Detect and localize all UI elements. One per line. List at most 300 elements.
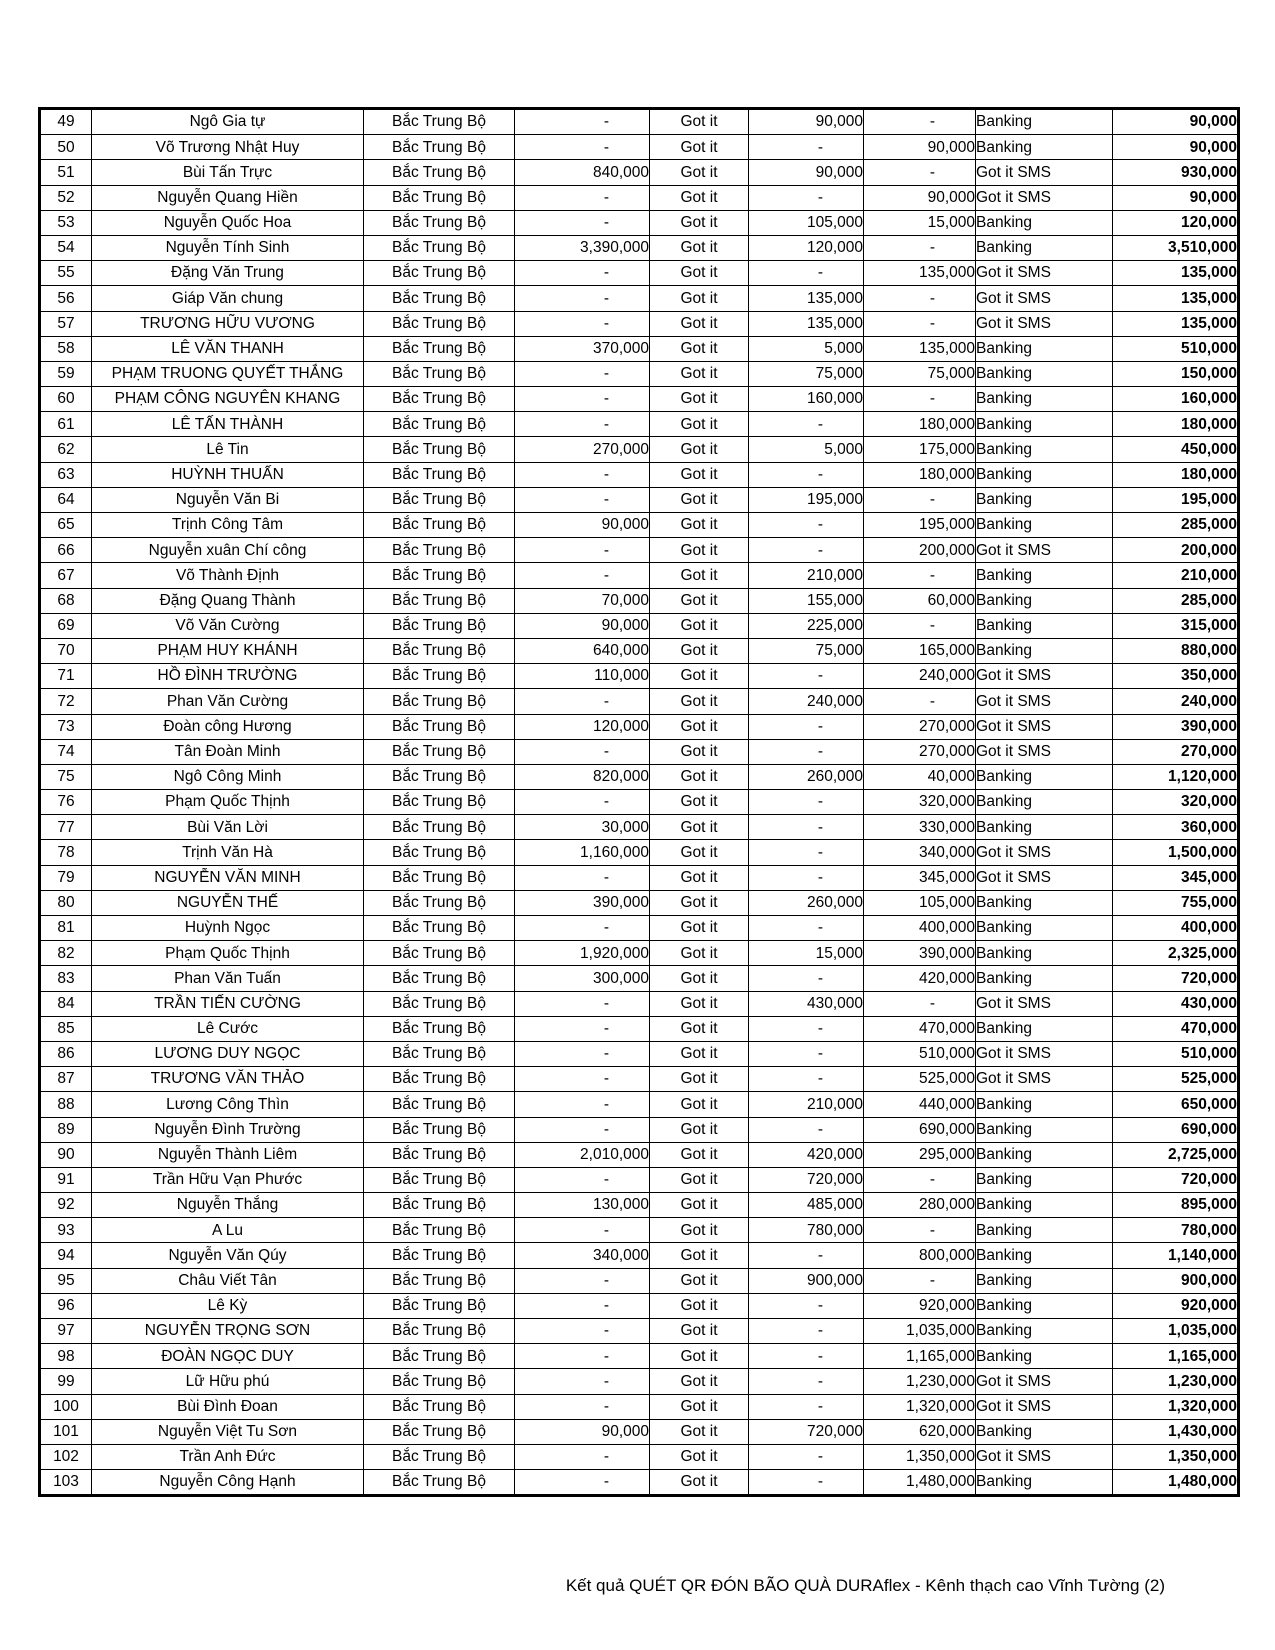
cell-name: Lê Kỳ <box>92 1293 364 1318</box>
cell-total: 135,000 <box>1113 261 1239 286</box>
cell-total: 345,000 <box>1113 865 1239 890</box>
table-row <box>40 1444 1239 1469</box>
cell-status: Got it <box>650 1092 749 1117</box>
cell-qr-amount-1: 2,010,000 <box>515 1142 650 1167</box>
cell-name: Nguyễn Việt Tu Sơn <box>92 1419 364 1444</box>
cell-total: 2,325,000 <box>1113 941 1239 966</box>
cell-qr-amount-1: - <box>515 1092 650 1117</box>
cell-status: Got it <box>650 613 749 638</box>
cell-qr-amount-3: 90,000 <box>864 185 976 210</box>
cell-stt: 102 <box>40 1444 92 1469</box>
cell-region: Bắc Trung Bộ <box>364 916 515 941</box>
cell-total: 895,000 <box>1113 1193 1239 1218</box>
cell-region: Bắc Trung Bộ <box>364 1444 515 1469</box>
cell-status: Got it <box>650 638 749 663</box>
cell-region: Bắc Trung Bộ <box>364 538 515 563</box>
cell-payment-method: Banking <box>976 1167 1113 1192</box>
cell-region: Bắc Trung Bộ <box>364 1016 515 1041</box>
cell-qr-amount-1: 1,920,000 <box>515 941 650 966</box>
table-row <box>40 1369 1239 1394</box>
cell-qr-amount-3: - <box>864 311 976 336</box>
cell-qr-amount-3: 90,000 <box>864 135 976 160</box>
table-row <box>40 1394 1239 1419</box>
cell-total: 210,000 <box>1113 563 1239 588</box>
cell-qr-amount-3: 270,000 <box>864 714 976 739</box>
cell-qr-amount-2: 75,000 <box>749 361 864 386</box>
cell-qr-amount-2: 75,000 <box>749 638 864 663</box>
cell-region: Bắc Trung Bộ <box>364 764 515 789</box>
cell-qr-amount-2: 260,000 <box>749 890 864 915</box>
cell-qr-amount-2: - <box>749 1444 864 1469</box>
cell-stt: 58 <box>40 336 92 361</box>
cell-stt: 90 <box>40 1142 92 1167</box>
cell-payment-method: Banking <box>976 1293 1113 1318</box>
cell-qr-amount-2: 720,000 <box>749 1419 864 1444</box>
cell-qr-amount-2: - <box>749 1344 864 1369</box>
table-row <box>40 1167 1239 1192</box>
cell-stt: 83 <box>40 966 92 991</box>
cell-qr-amount-1: - <box>515 1369 650 1394</box>
cell-region: Bắc Trung Bộ <box>364 109 515 135</box>
table-row <box>40 1193 1239 1218</box>
cell-total: 3,510,000 <box>1113 235 1239 260</box>
cell-qr-amount-2: - <box>749 865 864 890</box>
cell-status: Got it <box>650 135 749 160</box>
cell-qr-amount-2: - <box>749 412 864 437</box>
table-row <box>40 261 1239 286</box>
cell-qr-amount-3: 470,000 <box>864 1016 976 1041</box>
cell-region: Bắc Trung Bộ <box>364 966 515 991</box>
cell-qr-amount-3: 180,000 <box>864 412 976 437</box>
cell-name: Nguyễn Thành Liêm <box>92 1142 364 1167</box>
table-row <box>40 966 1239 991</box>
cell-qr-amount-3: 1,480,000 <box>864 1470 976 1496</box>
cell-qr-amount-2: - <box>749 1369 864 1394</box>
cell-stt: 53 <box>40 210 92 235</box>
cell-name: Phan Văn Tuấn <box>92 966 364 991</box>
cell-payment-method: Banking <box>976 638 1113 663</box>
cell-qr-amount-2: 260,000 <box>749 764 864 789</box>
table-row <box>40 311 1239 336</box>
cell-payment-method: Got it SMS <box>976 538 1113 563</box>
cell-name: LÊ VĂN THANH <box>92 336 364 361</box>
table-row <box>40 1243 1239 1268</box>
cell-qr-amount-1: - <box>515 538 650 563</box>
table-row <box>40 613 1239 638</box>
cell-total: 930,000 <box>1113 160 1239 185</box>
cell-qr-amount-1: 340,000 <box>515 1243 650 1268</box>
cell-payment-method: Got it SMS <box>976 840 1113 865</box>
cell-qr-amount-1: - <box>515 1067 650 1092</box>
cell-qr-amount-2: - <box>749 261 864 286</box>
cell-payment-method: Banking <box>976 437 1113 462</box>
cell-qr-amount-3: 510,000 <box>864 1041 976 1066</box>
cell-name: Nguyễn Đình Trường <box>92 1117 364 1142</box>
cell-payment-method: Banking <box>976 1419 1113 1444</box>
cell-total: 270,000 <box>1113 739 1239 764</box>
cell-stt: 97 <box>40 1319 92 1344</box>
cell-qr-amount-3: 320,000 <box>864 790 976 815</box>
cell-total: 90,000 <box>1113 185 1239 210</box>
cell-region: Bắc Trung Bộ <box>364 790 515 815</box>
cell-stt: 103 <box>40 1470 92 1496</box>
cell-qr-amount-3: 690,000 <box>864 1117 976 1142</box>
cell-region: Bắc Trung Bộ <box>364 714 515 739</box>
cell-status: Got it <box>650 689 749 714</box>
cell-status: Got it <box>650 261 749 286</box>
cell-qr-amount-2: - <box>749 966 864 991</box>
cell-payment-method: Banking <box>976 1142 1113 1167</box>
cell-qr-amount-3: 920,000 <box>864 1293 976 1318</box>
cell-total: 690,000 <box>1113 1117 1239 1142</box>
table-row <box>40 1293 1239 1318</box>
cell-qr-amount-1: 300,000 <box>515 966 650 991</box>
cell-status: Got it <box>650 1167 749 1192</box>
cell-region: Bắc Trung Bộ <box>364 160 515 185</box>
cell-name: LƯƠNG DUY NGỌC <box>92 1041 364 1066</box>
cell-name: Nguyễn Công Hạnh <box>92 1470 364 1496</box>
cell-qr-amount-3: - <box>864 563 976 588</box>
cell-qr-amount-1: 70,000 <box>515 588 650 613</box>
cell-status: Got it <box>650 966 749 991</box>
cell-status: Got it <box>650 538 749 563</box>
cell-payment-method: Got it SMS <box>976 689 1113 714</box>
cell-stt: 89 <box>40 1117 92 1142</box>
cell-status: Got it <box>650 1319 749 1344</box>
table-row <box>40 664 1239 689</box>
cell-payment-method: Banking <box>976 1344 1113 1369</box>
table-row <box>40 286 1239 311</box>
cell-status: Got it <box>650 739 749 764</box>
cell-qr-amount-3: 15,000 <box>864 210 976 235</box>
cell-qr-amount-2: 5,000 <box>749 437 864 462</box>
cell-qr-amount-2: 90,000 <box>749 160 864 185</box>
cell-qr-amount-1: - <box>515 1167 650 1192</box>
cell-status: Got it <box>650 714 749 739</box>
cell-qr-amount-1: 90,000 <box>515 513 650 538</box>
cell-name: PHẠM HUY KHÁNH <box>92 638 364 663</box>
cell-status: Got it <box>650 487 749 512</box>
table-row <box>40 109 1239 135</box>
cell-qr-amount-2: - <box>749 1117 864 1142</box>
cell-region: Bắc Trung Bộ <box>364 336 515 361</box>
cell-qr-amount-3: 240,000 <box>864 664 976 689</box>
cell-stt: 88 <box>40 1092 92 1117</box>
cell-status: Got it <box>650 563 749 588</box>
cell-qr-amount-2: 210,000 <box>749 563 864 588</box>
table-row <box>40 160 1239 185</box>
cell-name: Trần Hữu Vạn Phước <box>92 1167 364 1192</box>
cell-qr-amount-3: 40,000 <box>864 764 976 789</box>
cell-name: Nguyễn Thắng <box>92 1193 364 1218</box>
cell-status: Got it <box>650 1218 749 1243</box>
cell-total: 285,000 <box>1113 588 1239 613</box>
cell-name: TRƯƠNG HỮU VƯƠNG <box>92 311 364 336</box>
cell-region: Bắc Trung Bộ <box>364 1167 515 1192</box>
cell-qr-amount-3: 75,000 <box>864 361 976 386</box>
cell-stt: 82 <box>40 941 92 966</box>
cell-qr-amount-3: 1,230,000 <box>864 1369 976 1394</box>
cell-qr-amount-1: - <box>515 487 650 512</box>
cell-region: Bắc Trung Bộ <box>364 865 515 890</box>
cell-stt: 69 <box>40 613 92 638</box>
table-row <box>40 638 1239 663</box>
cell-qr-amount-3: 400,000 <box>864 916 976 941</box>
cell-qr-amount-3: - <box>864 109 976 135</box>
cell-region: Bắc Trung Bộ <box>364 261 515 286</box>
cell-status: Got it <box>650 1117 749 1142</box>
cell-qr-amount-3: - <box>864 1218 976 1243</box>
cell-qr-amount-1: - <box>515 135 650 160</box>
table-row <box>40 714 1239 739</box>
cell-name: Võ Thành Định <box>92 563 364 588</box>
cell-name: Nguyễn Quốc Hoa <box>92 210 364 235</box>
cell-status: Got it <box>650 1016 749 1041</box>
cell-qr-amount-3: 195,000 <box>864 513 976 538</box>
cell-qr-amount-3: 165,000 <box>864 638 976 663</box>
cell-name: Trần Anh Đức <box>92 1444 364 1469</box>
cell-payment-method: Banking <box>976 1016 1113 1041</box>
cell-total: 180,000 <box>1113 412 1239 437</box>
cell-qr-amount-2: 420,000 <box>749 1142 864 1167</box>
cell-stt: 74 <box>40 739 92 764</box>
cell-qr-amount-3: 1,035,000 <box>864 1319 976 1344</box>
cell-qr-amount-1: - <box>515 462 650 487</box>
cell-qr-amount-2: 900,000 <box>749 1268 864 1293</box>
cell-name: Trịnh Công Tâm <box>92 513 364 538</box>
cell-qr-amount-1: 390,000 <box>515 890 650 915</box>
cell-payment-method: Got it SMS <box>976 160 1113 185</box>
cell-region: Bắc Trung Bộ <box>364 1117 515 1142</box>
cell-region: Bắc Trung Bộ <box>364 840 515 865</box>
cell-region: Bắc Trung Bộ <box>364 1470 515 1496</box>
cell-region: Bắc Trung Bộ <box>364 1293 515 1318</box>
cell-payment-method: Banking <box>976 1268 1113 1293</box>
cell-payment-method: Got it SMS <box>976 1394 1113 1419</box>
cell-status: Got it <box>650 588 749 613</box>
cell-region: Bắc Trung Bộ <box>364 210 515 235</box>
cell-qr-amount-1: 370,000 <box>515 336 650 361</box>
table-row <box>40 1067 1239 1092</box>
table-row <box>40 890 1239 915</box>
cell-name: Đặng Văn Trung <box>92 261 364 286</box>
cell-payment-method: Got it SMS <box>976 1444 1113 1469</box>
cell-stt: 71 <box>40 664 92 689</box>
cell-name: Bùi Tấn Trực <box>92 160 364 185</box>
cell-status: Got it <box>650 1067 749 1092</box>
cell-qr-amount-3: 525,000 <box>864 1067 976 1092</box>
cell-region: Bắc Trung Bộ <box>364 1268 515 1293</box>
cell-stt: 100 <box>40 1394 92 1419</box>
cell-region: Bắc Trung Bộ <box>364 135 515 160</box>
cell-total: 510,000 <box>1113 1041 1239 1066</box>
table-row <box>40 235 1239 260</box>
cell-total: 1,500,000 <box>1113 840 1239 865</box>
cell-name: Võ Trương Nhật Huy <box>92 135 364 160</box>
cell-qr-amount-2: - <box>749 916 864 941</box>
cell-status: Got it <box>650 109 749 135</box>
cell-stt: 49 <box>40 109 92 135</box>
cell-qr-amount-3: - <box>864 487 976 512</box>
cell-region: Bắc Trung Bộ <box>364 563 515 588</box>
cell-total: 430,000 <box>1113 991 1239 1016</box>
cell-qr-amount-2: - <box>749 135 864 160</box>
cell-payment-method: Got it SMS <box>976 286 1113 311</box>
cell-qr-amount-3: 420,000 <box>864 966 976 991</box>
cell-qr-amount-2: 120,000 <box>749 235 864 260</box>
cell-qr-amount-1: - <box>515 1470 650 1496</box>
cell-region: Bắc Trung Bộ <box>364 664 515 689</box>
cell-stt: 62 <box>40 437 92 462</box>
table-row <box>40 1319 1239 1344</box>
cell-qr-amount-2: 225,000 <box>749 613 864 638</box>
cell-region: Bắc Trung Bộ <box>364 1041 515 1066</box>
cell-qr-amount-3: 390,000 <box>864 941 976 966</box>
cell-stt: 101 <box>40 1419 92 1444</box>
table-row <box>40 1142 1239 1167</box>
cell-qr-amount-3: - <box>864 160 976 185</box>
cell-payment-method: Banking <box>976 1243 1113 1268</box>
cell-qr-amount-2: - <box>749 538 864 563</box>
cell-payment-method: Banking <box>976 1092 1113 1117</box>
cell-region: Bắc Trung Bộ <box>364 1319 515 1344</box>
cell-qr-amount-2: 780,000 <box>749 1218 864 1243</box>
cell-status: Got it <box>650 815 749 840</box>
cell-qr-amount-1: 1,160,000 <box>515 840 650 865</box>
table-row <box>40 1268 1239 1293</box>
cell-status: Got it <box>650 387 749 412</box>
cell-payment-method: Banking <box>976 109 1113 135</box>
cell-status: Got it <box>650 1243 749 1268</box>
cell-payment-method: Banking <box>976 412 1113 437</box>
cell-total: 470,000 <box>1113 1016 1239 1041</box>
cell-status: Got it <box>650 336 749 361</box>
cell-status: Got it <box>650 1193 749 1218</box>
cell-stt: 73 <box>40 714 92 739</box>
cell-region: Bắc Trung Bộ <box>364 739 515 764</box>
cell-qr-amount-3: 135,000 <box>864 261 976 286</box>
cell-stt: 94 <box>40 1243 92 1268</box>
cell-payment-method: Got it SMS <box>976 865 1113 890</box>
cell-qr-amount-2: 15,000 <box>749 941 864 966</box>
cell-total: 150,000 <box>1113 361 1239 386</box>
cell-status: Got it <box>650 1470 749 1496</box>
cell-qr-amount-2: 155,000 <box>749 588 864 613</box>
cell-qr-amount-2: - <box>749 1243 864 1268</box>
cell-qr-amount-1: - <box>515 790 650 815</box>
cell-status: Got it <box>650 1041 749 1066</box>
cell-qr-amount-2: 5,000 <box>749 336 864 361</box>
cell-stt: 52 <box>40 185 92 210</box>
cell-name: Phạm Quốc Thịnh <box>92 790 364 815</box>
cell-payment-method: Banking <box>976 1117 1113 1142</box>
cell-region: Bắc Trung Bộ <box>364 1394 515 1419</box>
cell-qr-amount-1: - <box>515 361 650 386</box>
cell-name: TRẦN TIẾN CƯỜNG <box>92 991 364 1016</box>
cell-region: Bắc Trung Bộ <box>364 1067 515 1092</box>
cell-region: Bắc Trung Bộ <box>364 361 515 386</box>
cell-total: 1,430,000 <box>1113 1419 1239 1444</box>
cell-region: Bắc Trung Bộ <box>364 487 515 512</box>
cell-stt: 63 <box>40 462 92 487</box>
cell-stt: 66 <box>40 538 92 563</box>
cell-qr-amount-1: - <box>515 210 650 235</box>
cell-payment-method: Banking <box>976 336 1113 361</box>
table-row <box>40 387 1239 412</box>
cell-qr-amount-3: - <box>864 235 976 260</box>
cell-status: Got it <box>650 941 749 966</box>
cell-name: Võ Văn Cường <box>92 613 364 638</box>
cell-region: Bắc Trung Bộ <box>364 941 515 966</box>
cell-total: 120,000 <box>1113 210 1239 235</box>
cell-payment-method: Got it SMS <box>976 714 1113 739</box>
cell-stt: 56 <box>40 286 92 311</box>
table-row <box>40 1419 1239 1444</box>
cell-name: Nguyễn Văn Qúy <box>92 1243 364 1268</box>
cell-total: 360,000 <box>1113 815 1239 840</box>
cell-region: Bắc Trung Bộ <box>364 437 515 462</box>
cell-total: 1,480,000 <box>1113 1470 1239 1496</box>
cell-qr-amount-1: 110,000 <box>515 664 650 689</box>
cell-payment-method: Got it SMS <box>976 1041 1113 1066</box>
table-row <box>40 815 1239 840</box>
cell-payment-method: Got it SMS <box>976 1369 1113 1394</box>
cell-qr-amount-2: 720,000 <box>749 1167 864 1192</box>
cell-qr-amount-3: 440,000 <box>864 1092 976 1117</box>
cell-status: Got it <box>650 235 749 260</box>
cell-qr-amount-3: - <box>864 1268 976 1293</box>
cell-region: Bắc Trung Bộ <box>364 462 515 487</box>
cell-qr-amount-2: 210,000 <box>749 1092 864 1117</box>
table-row <box>40 135 1239 160</box>
cell-total: 1,350,000 <box>1113 1444 1239 1469</box>
cell-qr-amount-1: - <box>515 1016 650 1041</box>
cell-name: PHẠM CÔNG NGUYÊN KHANG <box>92 387 364 412</box>
cell-qr-amount-2: - <box>749 1067 864 1092</box>
cell-qr-amount-2: - <box>749 185 864 210</box>
cell-status: Got it <box>650 890 749 915</box>
cell-name: Ngô Công Minh <box>92 764 364 789</box>
cell-total: 1,140,000 <box>1113 1243 1239 1268</box>
table-row <box>40 1218 1239 1243</box>
cell-stt: 92 <box>40 1193 92 1218</box>
cell-status: Got it <box>650 916 749 941</box>
cell-qr-amount-1: 820,000 <box>515 764 650 789</box>
cell-qr-amount-3: 1,165,000 <box>864 1344 976 1369</box>
cell-payment-method: Banking <box>976 916 1113 941</box>
cell-qr-amount-2: - <box>749 1319 864 1344</box>
cell-status: Got it <box>650 790 749 815</box>
cell-payment-method: Got it SMS <box>976 261 1113 286</box>
cell-qr-amount-2: - <box>749 1470 864 1496</box>
cell-name: HUỲNH THUẤN <box>92 462 364 487</box>
cell-status: Got it <box>650 412 749 437</box>
cell-name: Giáp Văn chung <box>92 286 364 311</box>
cell-status: Got it <box>650 1369 749 1394</box>
table-row <box>40 689 1239 714</box>
cell-qr-amount-1: - <box>515 185 650 210</box>
cell-total: 1,320,000 <box>1113 1394 1239 1419</box>
cell-name: Trịnh Văn Hà <box>92 840 364 865</box>
cell-qr-amount-2: 135,000 <box>749 311 864 336</box>
cell-region: Bắc Trung Bộ <box>364 991 515 1016</box>
cell-qr-amount-2: 485,000 <box>749 1193 864 1218</box>
cell-name: PHẠM TRUONG QUYẾT THẮNG <box>92 361 364 386</box>
cell-qr-amount-1: 120,000 <box>515 714 650 739</box>
table-row <box>40 764 1239 789</box>
cell-stt: 80 <box>40 890 92 915</box>
cell-qr-amount-1: - <box>515 1344 650 1369</box>
